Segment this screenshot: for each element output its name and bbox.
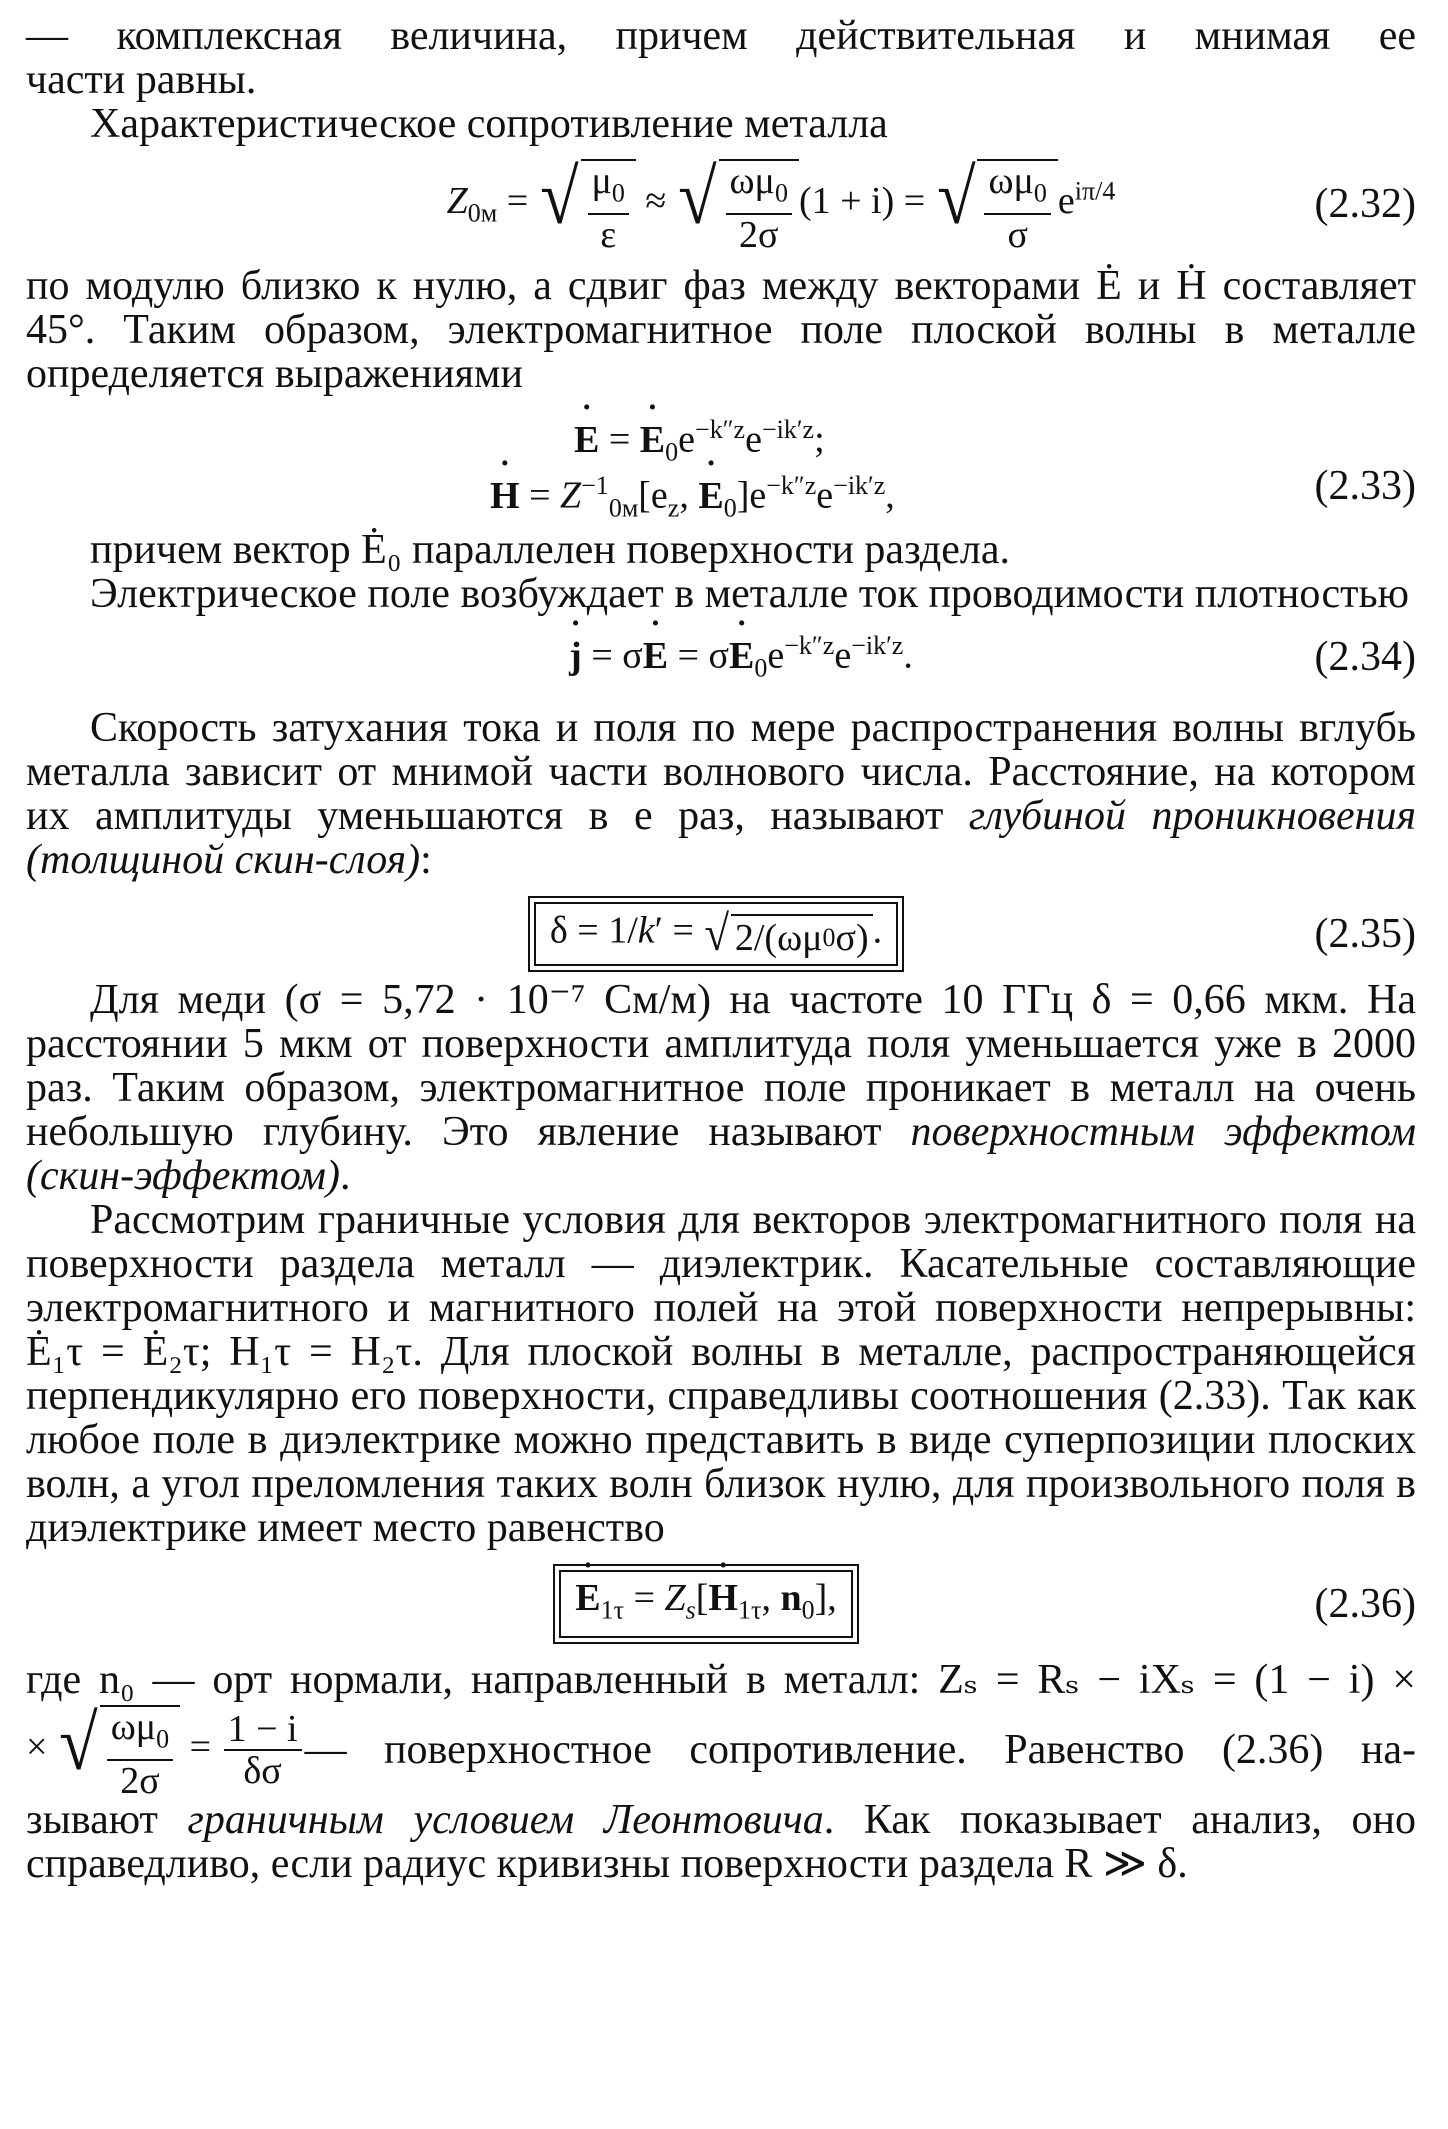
- paragraph-10: [26, 1798, 1416, 1886]
- paragraph-9-line-2: [26, 1698, 1416, 1803]
- paragraph-9-tail: — поверхностное сопротивление. Равенство (2.36) на-: [304, 1727, 1416, 1773]
- formula-z0m: $Z_{0м}$ = √ $\frac{\mu_0}{\varepsilon}$ ≈ √ $\frac{\omega\mu_0}{2\sigma}$ (1 + i) = √ $\frac{\omega\mu_0}{\sigma}$ $e^{i\pi/4}$: [446, 152, 1116, 257]
- paragraph-1-line-2: части равны.: [26, 57, 257, 103]
- paragraph-7-tail: .: [339, 1153, 351, 1199]
- document-page: [26, 14, 1416, 1886]
- equation-2-33: [26, 400, 1416, 528]
- formula-surface-impedance: × √ $\frac{\omega\mu_0}{2\sigma}$ = $\frac{1 - i}{\delta\sigma}$: [26, 1699, 305, 1802]
- paragraph-8: Рассмотрим граничные условия для векторов электромагнитного поля на поверхности раздела металл — диэлектрик. Касательные составляющие электромагнитного и магнитного полей на этой поверхности непрерывны: Ė₁τ = Ė₂τ; H₁τ = H₂τ. Для плоской волны в металле, распространяющейся перпендикулярно его поверхности, справедливы соотношения (2.33). Так как любое поле в диэлектрике можно представить в виде суперпозиции плоских волн, а угол преломления таких волн близок нулю, для произвольного поля в диэлектрике имеет место равенство: [26, 1197, 1416, 1551]
- paragraph-9-line-1: где n₀ — орт нормали, направленный в металл: Zₛ = Rₛ − iXₛ = (1 − i) ×: [26, 1657, 1416, 1703]
- paragraph-3: по модулю близко к нулю, а сдвиг фаз между векторами Ė и Ḣ составляет 45°. Таким образом, электромагнитное поле плоской волны в металле определяется выражениями: [26, 263, 1416, 397]
- equation-2-32: [26, 152, 1416, 256]
- paragraph-1-line-1: — комплексная величина, причем действительная и мнимая ее: [26, 13, 1416, 59]
- paragraph-10-tail: . Как показывает анализ, оно справедливо, если радиус кривизны поверхности раздела R ≫ δ.: [26, 1797, 1416, 1887]
- equation-number: (2.35): [1314, 911, 1416, 957]
- paragraph-5: Электрическое поле возбуждает в металле ток проводимости плотностью: [90, 571, 1409, 617]
- paragraph-4: причем вектор Ė₀ параллелен поверхности раздела.: [90, 527, 1011, 573]
- equation-2-34: [26, 622, 1416, 692]
- paragraph-7-text: Для меди (σ = 5,72 · 10⁻⁷ См/м) на частоте 10 ГГц δ = 0,66 мкм. На расстоянии 5 мкм от поверхности амплитуда поля уменьшается уже в 2000 раз. Таким образом, электромагнитное поле проникает в металл на очень небольшую глубину. Это явление называют: [26, 977, 1416, 1155]
- equation-number: (2.36): [1314, 1581, 1416, 1627]
- paragraph-2: Характеристическое сопротивление металла: [90, 101, 888, 147]
- equation-number: (2.34): [1314, 634, 1416, 680]
- equation-2-35: [26, 894, 1416, 974]
- paragraph-6-tail: :: [420, 837, 432, 883]
- equation-number: (2.33): [1314, 463, 1416, 509]
- formula-h-field: H ˙ = $Z^{-1}_{0м}[e_z$, E $˙_0]e^{-k''z}e^{-ik'z}$,: [490, 464, 895, 530]
- equation-2-36: [26, 1556, 1416, 1652]
- formula-current-density: j ˙ = σE ˙ = σE $˙_0e^{-k''z}e^{-ik'z}$.: [569, 624, 913, 690]
- paragraph-10-head: зывают: [26, 1797, 158, 1843]
- term-leontovich-condition: граничным условием Леонтовича: [187, 1797, 824, 1843]
- paragraph-7: [26, 978, 1416, 1198]
- equation-number: (2.32): [1314, 181, 1416, 227]
- formula-skin-depth: δ = 1/k′ = √ 2/(ωμ 0 σ) .: [534, 902, 898, 966]
- term-skin-depth: глубиной проникновения (толщиной скин-слоя): [26, 793, 1416, 883]
- paragraph-6: [26, 706, 1416, 882]
- formula-leontovich: E $˙_{1\tau} = Z_s[H$ $˙_{1\tau}$, $n_0$],: [559, 1570, 852, 1639]
- formula-e-field: E ˙ = E $˙_0e^{-k''z}e^{-ik'z}$;: [574, 408, 825, 474]
- paragraph-6-text: Скорость затухания тока и поля по мере распространения волны вглубь металла зависит от мнимой части волнового числа. Расстояние, на котором их амплитуды уменьшаются в e раз, называют: [26, 705, 1416, 839]
- term-skin-effect: поверхностным эффектом (скин-эффектом): [26, 1109, 1417, 1199]
